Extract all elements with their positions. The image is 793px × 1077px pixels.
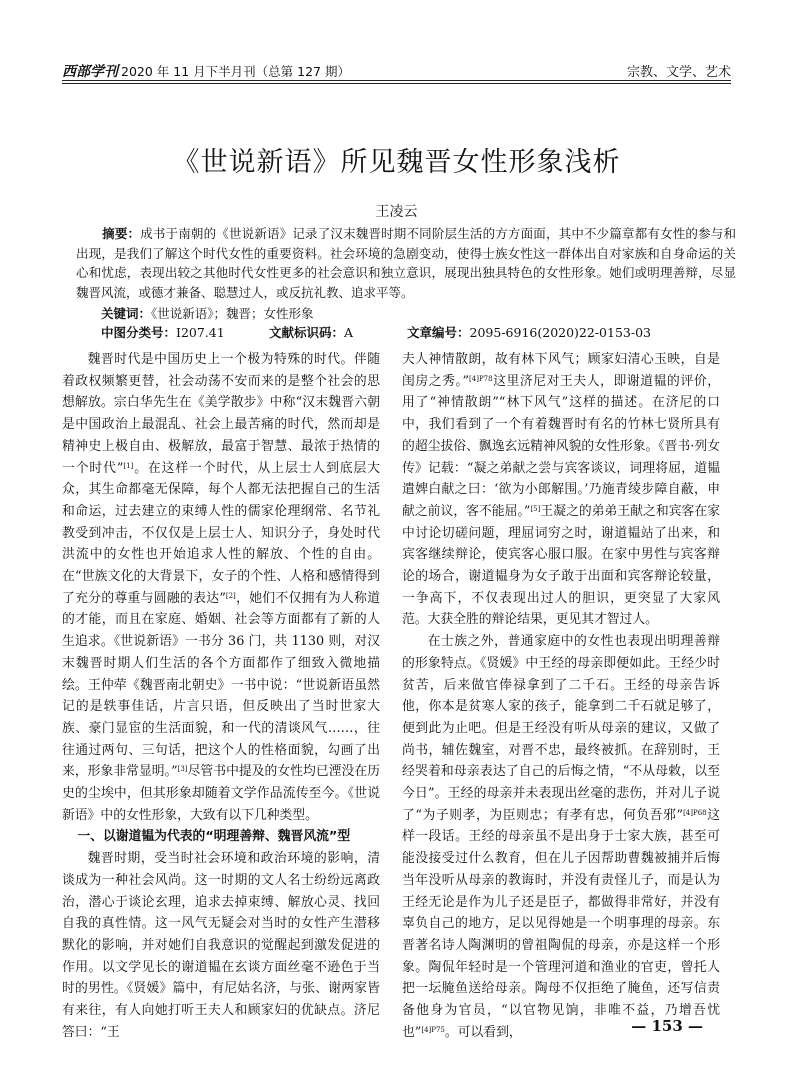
text-run: 。可以看到， [444, 1024, 522, 1040]
clc-label: 中图分类号： [101, 325, 177, 340]
text-run: 尽管书中提及的女性均已湮没在历史的尘埃中，但其形象却随着文学作品流传至今。《世说新语》中的女性形象，大致有以下几种类型。 [62, 764, 380, 823]
body-column-left [62, 349, 380, 1044]
doc-code-value: A [344, 325, 354, 340]
text-run: 王凝之的弟弟王献之和宾客在家中讨论切磋问题，理屈词穷之时，谢道韫站了出来，和宾客继续辩论，使宾客心服口服。在家中男性与宾客辩论的场合，谢道韫身为女子敢于出面和宾客辩论较量，一争高下，不仅表现出过人的胆识，更突显了大家风范。大获全胜的辩论结果，更见其才智过人。 [402, 503, 720, 628]
text-run: 魏晋时代是中国历史上一个极为特殊的时代。伴随着政权频繁更替，社会动荡不安而来的是整个社会的思想解放。宗白华先生在《美学散步》中称“汉末魏晋六朝是中国政治上最混乱、社会上最苦痛的时代，然而却是精神史上极自由、极解放，最富于智慧、最浓于热情的一个时代” [62, 352, 380, 476]
journal-issue [62, 61, 350, 81]
citation: [2] [225, 591, 236, 600]
classification-line [101, 323, 741, 341]
journal-logo: 西部学刊 [62, 64, 118, 80]
text-run: ，她们不仅拥有为人称道的才能，而且在家庭、婚姻、社会等方面都有了新的人生追求。《世说新语》一书分 36 门，共 1130 则，对汉末魏晋时期人们生活的各个方面都作了细致入微地描绘。王仲荦《魏晋南北朝史》一书中说：“世说新语虽然记的是轶事佳话，片言只语，但反映出了当时世家大族、豪门显宦的生活面貌，和一代的清谈风气……，往往通过两句、三句话，把这个人的性格面貌，勾画了出来，形象非常显明。” [62, 590, 381, 780]
citation: [4]P68 [683, 808, 707, 817]
paragraph [62, 349, 380, 826]
article-no-value: 2095-6916(2020)22-0153-03 [469, 325, 651, 340]
paragraph [402, 349, 720, 631]
section-name: 宗教、文学、艺术 [626, 65, 731, 80]
abstract-text: 成书于南朝的《世说新语》记录了汉末魏晋时期不同阶层生活的方方面面，其中不少篇章都有女性的参与和出现，是我们了解这个时代女性的重要资料。社会环境的急剧变动，使得士族女性这一群体出自对家族和自身命运的关心和忧虑，表现出较之其他时代女性更多的社会意识和独立意识，展现出独具特色的女性形象。她们或明理善辩，尽显魏晋风流，或德才兼备、聪慧过人，或反抗礼教、追求平等。 [76, 226, 736, 300]
keywords [101, 304, 314, 322]
header-rule-thin [62, 83, 731, 84]
keywords-text: 《世说新语》；魏晋；女性形象 [151, 306, 314, 321]
abstract-label: 摘要： [102, 226, 141, 241]
citation: [5] [530, 504, 541, 513]
text-run: 这样一段话。王经的母亲虽不是出身于士家大族，甚至可能没接受过什么教育，但在儿子因帮助曹魏被捕并后悔当年没听从母亲的教诲时，并没有责怪儿子，而是认为王经无论是作为儿子还是臣子，都做得非常好，并没有辜负自己的地方，足以见得她是一个明事理的母亲。东晋著名诗人陶渊明的曾祖陶侃的母亲，亦是这样一个形象。陶侃年轻时是一个管理河道和渔业的官吏，曾托人把一坛腌鱼送给母亲。陶母不仅拒绝了腌鱼，还写信责备他身为官员，“以官物见饷，非唯不益，乃增吾忧也” [402, 807, 720, 1040]
running-header [62, 58, 731, 80]
citation: [4]P75 [421, 1025, 445, 1034]
paragraph [402, 631, 720, 1043]
issue-text: 2020 年 11 月下半月刊（总第 127 期） [121, 64, 350, 79]
doc-code-label: 文献标识码： [269, 325, 345, 340]
text-run: 夫人神情散朗，故有林下风气；顾家妇清心玉映，自是闺房之秀。” [402, 352, 720, 389]
clc-value: I207.41 [176, 325, 225, 340]
article-author: 王凌云 [375, 204, 418, 220]
citation: [3] [177, 765, 188, 774]
keywords-label: 关键词： [101, 306, 152, 321]
article-no-label: 文章编号： [407, 325, 470, 340]
page-number: — 153 — [631, 1017, 703, 1035]
body-column-right [402, 349, 720, 1044]
article-title: 《世说新语》所见魏晋女性形象浅析 [172, 147, 621, 178]
citation: [1] [123, 461, 134, 470]
header-rule [62, 80, 731, 81]
text-run: 。在这样一个时代，从上层士人到底层大众，其生命都毫无保障，每个人都无法把握自己的生活和命运，过去建立的束缚人性的儒家伦理纲常、名节礼教受到冲击，不仅仅是上层士人、知识分子，身处时代洪流中的女性也开始追求人性的解放、个性的自由。在“世族文化的大背景下，女子的个性、人格和感情得到了充分的尊重与圆融的表达” [62, 460, 381, 606]
abstract [76, 224, 736, 302]
citation: [4]P78 [469, 374, 493, 383]
paragraph: 魏晋时期，受当时社会环境和政治环境的影响，清谈成为一种社会风尚。这一时期的文人名士纷纷远离政治，潜心于谈论玄理，追求去掉束缚、解放心灵、找回自我的真性情。这一风气无疑会对当时的女性产生潜移默化的影响，并对她们自我意识的觉醒起到激发促进的作用。以文学见长的谢道韫在玄谈方面丝毫不逊色于当时的男性。《贤媛》篇中，有尼姑名济，与张、谢两家皆有来往，有人向她打听王夫人和顾家妇的优缺点。济尼答曰：“王 [62, 851, 380, 1040]
text-run: 在士族之外，普通家庭中的女性也表现出明理善辩的形象特点。《贤媛》中王经的母亲即便如此。王经少时贫苦，后来做官俸禄拿到了二千石。王经的母亲告诉他，你本是贫寒人家的孩子，能拿到二千石就足够了，便到此为止吧。但是王经没有听从母亲的建议，又做了尚书，辅佐魏室，对晋不忠，最终被抓。在辞别时，王经哭着和母亲表达了自己的后悔之情，“不从母敕，以至今日”。王经的母亲并未表现出丝毫的悲伤，并对儿子说了“为子则孝，为臣则忠；有孝有忠，何负吾邪” [402, 634, 720, 823]
text-run: 这里济尼对王夫人，即谢道韫的评价，用了“神情散朗”“林下风气”这样的描述。在济尼的口中，我们看到了一个有着魏晋时有名的竹林七贤所具有的超尘拔俗、飘逸玄远精神风貌的女性形象。《晋书·列女传》记载：“凝之弟献之尝与宾客谈议，词理将屈，道韫遣婢白献之曰：‘欲为小郎解围。’乃施青绫步障自蔽，申献之前议，客不能屈。” [402, 373, 720, 519]
section-heading: 一、以谢道韫为代表的“明理善辩、魏晋风流”型 [77, 829, 351, 845]
